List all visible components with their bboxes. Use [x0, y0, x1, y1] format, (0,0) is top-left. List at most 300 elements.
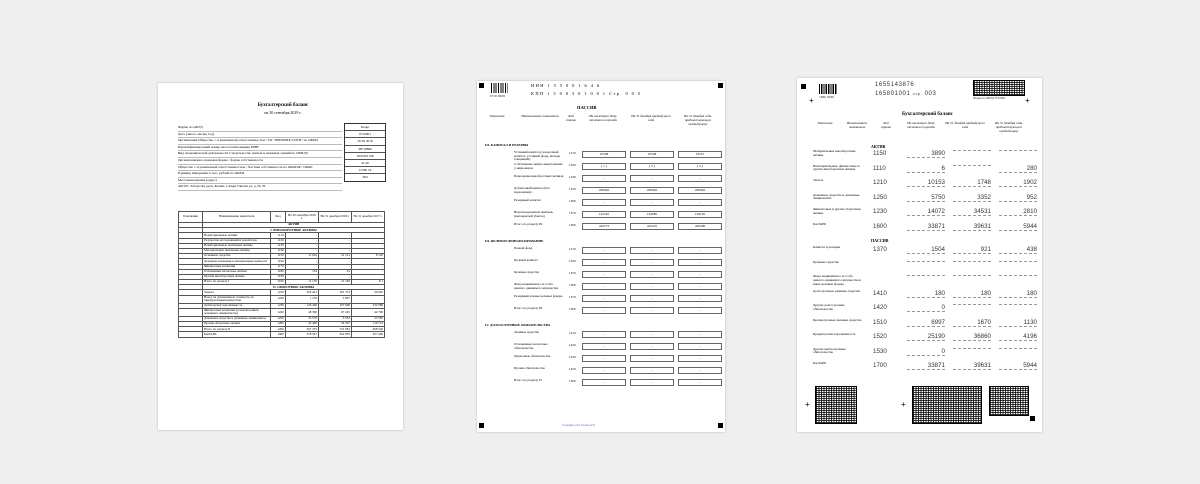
value-box: -: [678, 379, 722, 386]
row-code: 1300: [569, 223, 576, 227]
table-cell: -: [285, 264, 318, 269]
value-box: ( 4 ): [678, 163, 722, 170]
section-label: II. ОБОРОТНЫЕ АКТИВЫ: [203, 285, 385, 290]
table-header-cell: На 30 сентября 2019 г.: [285, 212, 318, 223]
form-code: 0710 8029: [490, 94, 505, 98]
value-box: -: [630, 283, 674, 290]
code-cell: 384: [362, 175, 368, 180]
table-cell: 1120: [271, 238, 285, 243]
form-row: [482, 331, 717, 341]
table-cell: Материальные поисковые активы: [203, 248, 271, 253]
row-label: Материальные внеоборотные активы: [813, 149, 856, 157]
row-label: Капитал и резервы: [813, 245, 841, 249]
row-label: Целевые средства: [514, 270, 540, 274]
page3-title: Бухгалтерский баланс: [902, 112, 953, 117]
table-cell: 1200: [271, 327, 285, 332]
table-cell: Нематериальные поисковые активы: [203, 243, 271, 248]
row-value: 33871: [907, 223, 945, 231]
value-box: -: [582, 175, 626, 182]
table-cell: Налог на добавленную стоимость по приобретенным ценностям: [203, 295, 271, 303]
col-header: Пояснения: [817, 121, 833, 125]
table-cell: -: [318, 248, 351, 253]
col-header: На 31 декабря года, предшествующего предыдущему: [684, 114, 712, 126]
value-box: 142210: [582, 211, 626, 218]
page1-subtitle: на 30 сентября 2019 г.: [264, 110, 302, 115]
table-header-cell: Пояснения: [179, 212, 203, 223]
qr-code-icon: [815, 386, 857, 424]
table-cell: Прочие оборотные активы: [203, 322, 271, 327]
code-small: 1860 2036: [819, 95, 834, 99]
table-cell: 22 490: [285, 322, 318, 327]
value-box: -: [582, 355, 626, 362]
table-cell: -: [285, 248, 318, 253]
qr-code-icon: [912, 386, 982, 424]
value-box: -: [678, 199, 722, 206]
info-line: Вид экономической деятельности Строительство жилых и нежилых зданий по ОКВЭД: [178, 151, 342, 158]
row-value: 6: [907, 165, 945, 173]
kpp-field: [531, 91, 641, 96]
row-value: 1748: [953, 179, 991, 187]
row-label: Целевой капитал: [514, 258, 538, 262]
row-value: [907, 261, 945, 262]
row-value: [953, 304, 991, 305]
value-box: -: [582, 307, 626, 314]
table-cell: 652 835: [318, 332, 351, 337]
form-row: [813, 163, 1037, 179]
row-code: 1370: [569, 211, 576, 215]
form-row: [482, 259, 717, 269]
table-cell: 1140: [271, 248, 285, 253]
row-code: 1700: [873, 362, 887, 369]
table-cell: -: [351, 233, 384, 238]
value-box: -: [678, 259, 722, 266]
row-value: 1130: [999, 319, 1037, 327]
value-box: -: [678, 295, 722, 302]
value-box: -: [582, 259, 626, 266]
qr-code-icon: [989, 386, 1029, 416]
code-cell: Коды: [345, 124, 385, 131]
row-label: Целевые средства: [813, 259, 839, 264]
table-cell: -: [285, 233, 318, 238]
table-cell: -: [285, 243, 318, 248]
row-code: 1350: [569, 271, 576, 275]
info-line: Местонахождение (адрес): [178, 178, 342, 185]
form-row: [482, 367, 717, 377]
row-value: [953, 261, 991, 262]
form-row: [482, 271, 717, 281]
form-row: [813, 245, 1037, 260]
section-label: АКТИВ: [203, 223, 385, 228]
inn-field: [875, 82, 914, 88]
row-label: Уставный капитал (складочный капитал, уставный фонд, вклады товарищей): [514, 150, 560, 162]
row-code: 1360: [569, 283, 576, 287]
col-header: На 31 декабря предыдущего года: [631, 114, 671, 122]
value-box: -: [678, 331, 722, 338]
table-cell: Нематериальные активы: [203, 233, 271, 238]
row-value: 33871: [907, 362, 945, 370]
table-row: [179, 308, 385, 316]
table-cell: -: [318, 233, 351, 238]
col-header: На отчетную дату отчетного периода: [907, 121, 935, 129]
form-row: [813, 304, 1033, 318]
table-cell: Дебиторская задолженность: [203, 303, 271, 308]
value-box: -: [582, 331, 626, 338]
table-cell: 391 374: [318, 290, 351, 295]
code-cell: 48716896: [345, 146, 385, 153]
info-line: Дата (число, месяц, год): [178, 132, 342, 139]
row-code: 1400: [569, 379, 576, 383]
row-label: Прочие обязательства: [514, 366, 545, 370]
row-value: 2810: [999, 208, 1037, 216]
inn-label: ИНН: [531, 83, 545, 88]
table-cell: 61: [318, 269, 351, 274]
info-line: 420107, Татарстан респ, Казань г, Кади Такташ ул, д. № 76: [178, 184, 342, 191]
table-cell: 1250: [271, 316, 285, 321]
row-value: 6997: [907, 319, 945, 327]
table-cell: -: [351, 295, 384, 303]
form-row: [482, 151, 717, 161]
col-header: Код строки: [880, 121, 892, 129]
row-code: 1370: [873, 246, 887, 253]
page1-balance-table: [178, 211, 385, 338]
table-cell: Запасы: [203, 290, 271, 295]
row-value: 5944: [999, 362, 1037, 370]
value-box: -: [630, 271, 674, 278]
form-row: [813, 275, 1033, 289]
row-label: Собственные акции, выкупленные у акционеров: [514, 162, 563, 170]
document-page-3[interactable]: [797, 78, 1042, 432]
table-cell: Результаты исследований и разработок: [203, 238, 271, 243]
row-value: 0: [907, 348, 945, 356]
form-row: [813, 348, 1033, 362]
row-label: Оценочные обязательства: [514, 354, 551, 358]
table-header-cell: На 31 декабря 2018 г.: [318, 212, 351, 223]
value-box: -: [630, 379, 674, 386]
col-header: На 31 декабря года, предшествующего предыдущему: [995, 121, 1023, 133]
page2-footer: Страница 4 из 8 (объем 0): [562, 423, 596, 427]
row-code: 1520: [873, 333, 887, 340]
row-code: 1510: [873, 318, 887, 326]
row-label: Отложенные налоговые обязательства: [514, 342, 548, 350]
table-cell: 8 120: [351, 254, 384, 259]
plus-marker-icon: +: [805, 400, 810, 409]
row-code: 1310: [569, 247, 576, 251]
row-code: 1250: [873, 193, 887, 201]
row-code: 1360: [569, 199, 576, 203]
row-code: 1340: [569, 175, 576, 179]
value-box: -: [582, 283, 626, 290]
value-box: -: [630, 175, 674, 182]
table-cell: -: [318, 243, 351, 248]
row-label: Запасы: [813, 178, 824, 182]
row-label: Добавочный капитал (без переоценки): [514, 186, 550, 194]
barcode-icon: [491, 83, 508, 93]
table-cell: 167 696: [318, 303, 351, 308]
value-box: 290062: [678, 187, 722, 194]
table-cell: 1 270: [285, 295, 318, 303]
row-label: Финансовые и другие оборотные активы: [813, 207, 861, 215]
row-value: 36860: [953, 333, 991, 341]
value-box: -: [630, 343, 674, 350]
inn-field: [531, 83, 601, 88]
page2-title: ПАССИВ: [577, 105, 597, 110]
row-code: 1320: [569, 163, 576, 167]
row-label: Заемные средства: [514, 330, 540, 334]
table-cell: 48 390: [285, 308, 318, 316]
form-code: Форма по ОКУД 0710001: [973, 96, 1006, 100]
table-cell: 578 547: [285, 332, 318, 337]
value-box: -: [678, 271, 722, 278]
row-value: 280: [999, 165, 1037, 173]
table-cell: -: [351, 269, 384, 274]
row-label: Нераспределенная прибыль (непокрытый убыток): [514, 210, 554, 218]
table-cell: 11 170: [285, 280, 318, 285]
row-code: 1230: [873, 208, 887, 215]
form-row: [482, 199, 717, 209]
value-box: -: [678, 307, 722, 314]
table-cell: 53 581: [351, 316, 384, 321]
table-cell: 1150: [271, 254, 285, 259]
row-label: Долгосрочные заемные средства: [813, 288, 861, 293]
inn-value: 1655143876: [875, 82, 915, 88]
row-label: Фонд недвижимого и особо ценного движимого имущества: [514, 282, 559, 290]
table-cell: 498 540: [351, 327, 384, 332]
kpp-field: [875, 91, 936, 97]
row-value: 5944: [999, 223, 1037, 231]
value-box: -: [678, 283, 722, 290]
row-value: [953, 150, 991, 151]
value-box: 425225: [630, 223, 674, 230]
value-box: -: [678, 355, 722, 362]
table-cell: -: [318, 264, 351, 269]
form-row: [813, 317, 1037, 333]
row-code: 1320: [569, 259, 576, 263]
row-value: 25190: [907, 333, 945, 341]
table-cell: [179, 332, 203, 337]
form-row: [482, 307, 717, 317]
section-label: I. ВНЕОБОРОТНЫЕ АКТИВЫ: [203, 228, 385, 233]
col-header: На 31 декабря предыдущего года: [945, 121, 985, 129]
row-value: [953, 348, 991, 349]
form-row: [813, 150, 1033, 164]
table-cell: 1220: [271, 295, 285, 303]
code-cell: 30 09 2019: [345, 138, 385, 145]
col-header: Код строки: [565, 114, 577, 122]
form-row: [482, 175, 717, 185]
corner-marker: [479, 83, 484, 88]
form-row: [482, 355, 717, 365]
row-label: Итого по разделу III: [514, 222, 543, 226]
row-code: 1410: [569, 331, 576, 335]
table-cell: 1130: [271, 243, 285, 248]
value-box: 124985: [630, 211, 674, 218]
page-label: Стр.: [609, 91, 623, 96]
value-box: -: [630, 367, 674, 374]
row-code: 1530: [873, 347, 887, 355]
kpp-value: 1 5 0 0 3 0 1 0 0 1: [547, 91, 607, 96]
page1-title: Бухгалтерский баланс: [257, 103, 309, 108]
row-code: 1430: [569, 355, 576, 359]
table-cell: -: [318, 274, 351, 279]
row-label: БАЛАНС: [813, 361, 827, 365]
row-value: 180: [999, 290, 1037, 298]
row-code: 1150: [873, 150, 887, 157]
row-value: 3890: [907, 150, 945, 158]
col-header: Пояснения: [489, 114, 505, 118]
value-box: -: [630, 331, 674, 338]
info-line: Единица измерения: в тыс. рублей по ОКЕИ: [178, 171, 342, 178]
section-heading: IV. ДОЛГОСРОЧНЫЕ ОБЯЗАТЕЛЬСТВА: [485, 323, 551, 327]
row-label: Нематериальные, финансовые и другие внеоборотные активы: [813, 163, 860, 172]
row-value: 3352: [953, 194, 991, 202]
row-code: 1410: [873, 289, 887, 297]
value-box: -: [630, 295, 674, 302]
form-row: [482, 211, 717, 221]
row-code: 1600: [873, 222, 887, 230]
value-box: -: [678, 367, 722, 374]
value-box: 129105: [678, 211, 722, 218]
page-number: 003: [924, 91, 937, 97]
page1-info-block: [178, 125, 342, 191]
value-box: 290062: [582, 187, 626, 194]
row-value: [999, 275, 1037, 276]
form-row: [482, 343, 717, 353]
row-value: 5750: [907, 194, 945, 202]
table-cell: 1190: [271, 274, 285, 279]
row-value: [907, 275, 945, 276]
row-label: Краткосрочные заемные средства: [813, 317, 862, 322]
row-label: Фонд недвижимого и особо ценного движимого имущества и иные целевые фонды: [813, 274, 862, 286]
corner-marker: [718, 423, 723, 428]
info-line: Идентификационный номер налогоплательщика ИНН: [178, 145, 342, 152]
document-page-2[interactable]: [477, 81, 725, 432]
table-cell: 1170: [271, 264, 285, 269]
value-box: -: [582, 295, 626, 302]
value-box: 429306: [678, 223, 722, 230]
inn-value: 1 5 5 0 0 1 6 4 6: [547, 83, 601, 88]
table-header-cell: Код: [271, 212, 285, 223]
document-page-1[interactable]: [158, 83, 403, 430]
section-heading: III. ЦЕЛЕВОЕ ФИНАНСИРОВАНИЕ: [485, 239, 544, 243]
row-value: 39631: [953, 223, 991, 231]
form-row: [482, 379, 717, 389]
section-heading: III. КАПИТАЛ И РЕЗЕРВЫ: [485, 143, 529, 147]
plus-marker-icon: +: [901, 400, 906, 409]
row-value: 921: [953, 246, 991, 254]
row-label: Резервный капитал: [514, 198, 541, 202]
table-cell: -: [351, 243, 384, 248]
row-value: 4196: [999, 333, 1037, 341]
row-code: 1210: [873, 179, 887, 186]
qr-code-icon: [973, 80, 1025, 96]
form-row: [813, 288, 1037, 304]
table-cell: -: [285, 274, 318, 279]
row-label: Другие долгосрочные обязательства: [813, 303, 845, 311]
form-row: [813, 261, 1033, 275]
value-box: ( 1 ): [582, 163, 626, 170]
table-cell: Доходные вложения в материальные ценности: [203, 259, 271, 264]
table-cell: 232 689: [351, 303, 384, 308]
value-box: -: [678, 343, 722, 350]
info-line: Форма по ОКУД: [178, 125, 342, 132]
corner-marker: [718, 83, 723, 88]
table-cell: 721 681: [318, 327, 351, 332]
row-code: 1420: [873, 304, 887, 311]
table-cell: БАЛАНС: [203, 332, 271, 337]
form-row: [813, 332, 1037, 347]
form-row: [482, 223, 717, 233]
row-value: 1670: [953, 319, 991, 327]
row-label: Другие краткосрочные обязательства: [813, 346, 846, 355]
table-cell: Итого по разделу II: [203, 327, 271, 332]
row-value: 952: [999, 194, 1037, 202]
table-cell: -: [318, 259, 351, 264]
form-row: [813, 192, 1037, 208]
value-box: -: [630, 259, 674, 266]
code-cell: 41.20: [345, 160, 385, 167]
table-cell: [179, 308, 203, 316]
table-cell: 1180: [271, 269, 285, 274]
value-box: -: [630, 355, 674, 362]
form-row: [482, 247, 717, 257]
section-aktiv: АКТИВ: [871, 144, 886, 149]
table-header-cell: На 31 декабря 2017 г.: [351, 212, 384, 223]
row-label: Кредиторская задолженность: [813, 332, 856, 336]
row-label: Переоценка внеоборотных активов: [514, 174, 564, 178]
table-cell: Финансовые вложения (за исключением денежных эквивалентов): [203, 308, 271, 316]
form-row: [482, 163, 717, 173]
table-cell: [179, 295, 203, 303]
row-value: 1902: [999, 179, 1037, 187]
row-label: Резервный и иные целевые фонды: [514, 294, 563, 298]
value-box: -: [630, 307, 674, 314]
row-value: 438: [999, 246, 1037, 254]
row-value: 1504: [907, 246, 945, 254]
row-value: 180: [907, 290, 945, 298]
value-box: 290062: [630, 187, 674, 194]
form-row: [482, 187, 717, 197]
value-box: 10328: [582, 151, 626, 158]
table-cell: 74 570: [285, 316, 318, 321]
table-cell: 21 182: [318, 280, 351, 285]
form-row: [813, 221, 1037, 237]
table-cell: 30 665: [351, 290, 384, 295]
value-box: -: [582, 247, 626, 254]
table-cell: 1100: [271, 280, 285, 285]
table-cell: 21 121: [318, 254, 351, 259]
table-cell: Основные средства: [203, 254, 271, 259]
row-code: 1420: [569, 343, 576, 347]
page1-codes-box: [344, 123, 386, 182]
row-code: 1300: [569, 307, 576, 311]
page-number: 0 0 5: [625, 91, 642, 96]
table-cell: Денежные средства и денежные эквиваленты: [203, 316, 271, 321]
table-cell: 11 016: [285, 254, 318, 259]
value-box: -: [678, 247, 722, 254]
table-cell: 5 532: [318, 316, 351, 321]
table-cell: -: [351, 238, 384, 243]
form-row: [813, 178, 1037, 193]
row-code: 1310: [569, 151, 576, 155]
row-value: 180: [953, 290, 991, 298]
form-row: [813, 361, 1037, 376]
table-cell: 1210: [271, 290, 285, 295]
section-passiv: ПАССИВ: [871, 238, 889, 243]
row-label: Итого по разделу IV: [514, 378, 543, 382]
value-box: -: [630, 199, 674, 206]
row-value: 10153: [907, 179, 945, 187]
row-label: Денежные средства и денежные эквиваленты: [813, 192, 860, 201]
